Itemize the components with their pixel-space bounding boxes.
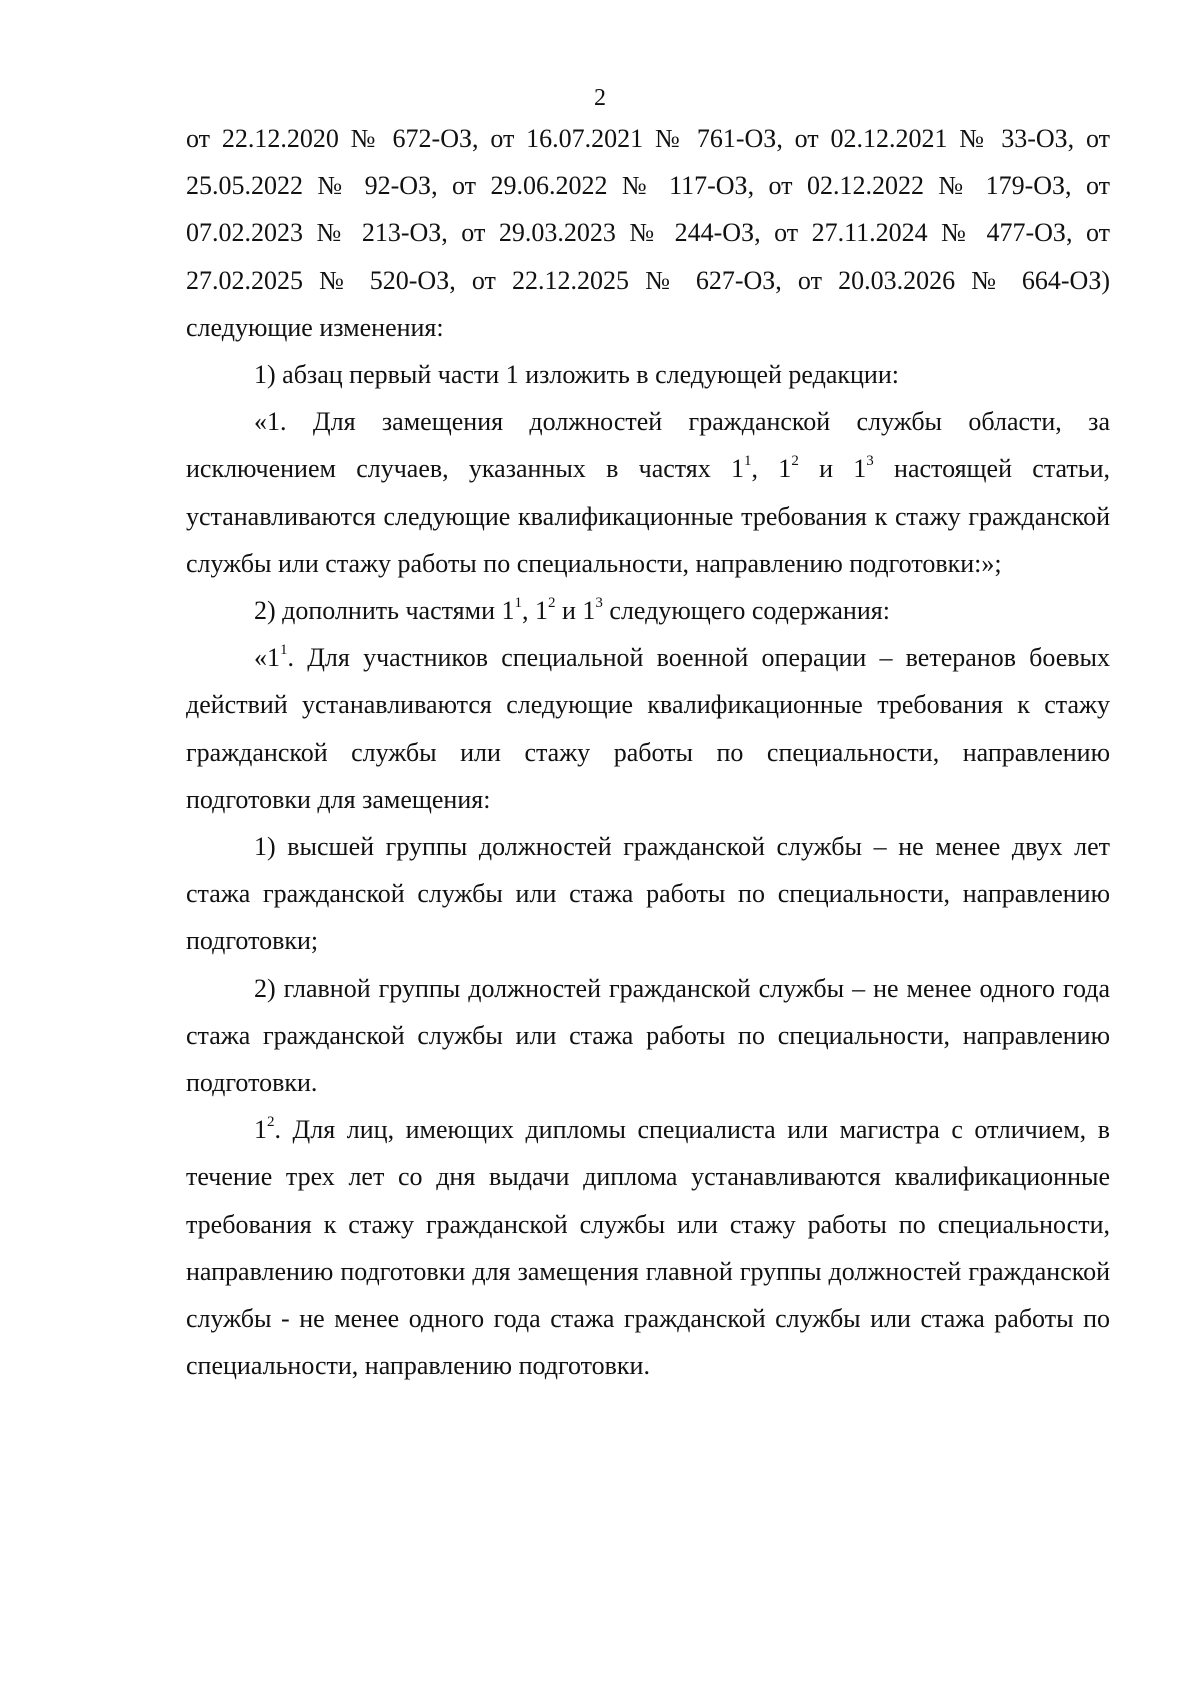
paragraph-part-1-1 xyxy=(186,634,1110,823)
paragraph-text: «1. Для замещения должностей гражданской службы области, за исключением случаев, указанных в частях 1 xyxy=(186,407,1110,484)
paragraph-text: . Для участников специальной военной операции – ветеранов боевых действий устанавливаются следующие квалификационные требования к стажу гражданской службы или стажу работы по специальности, направлению подготовки для замещения: xyxy=(186,643,1110,814)
paragraph-text: 1) абзац первый части 1 изложить в следующей редакции: xyxy=(254,360,899,390)
paragraph-part-1-text xyxy=(186,398,1110,587)
paragraph-text: «1 xyxy=(254,643,280,673)
superscript: 3 xyxy=(866,453,874,470)
paragraph-text: 1) высшей группы должностей гражданской службы – не менее двух лет стажа гражданской службы или стажа работы по специальности, направлению подготовки; xyxy=(186,832,1110,956)
superscript: 1 xyxy=(744,453,752,470)
superscript: 1 xyxy=(280,642,288,659)
paragraph-text: , 1 xyxy=(521,596,548,626)
superscript: 3 xyxy=(595,595,603,612)
paragraph-amendment-list xyxy=(186,115,1110,351)
document-body xyxy=(186,115,1110,1389)
paragraph-text: настоящей статьи, устанавливаются следующие квалификационные требования к стажу гражданской службы или стажу работы по специальности, направлению подготовки:»; xyxy=(186,454,1110,578)
superscript: 2 xyxy=(547,595,556,612)
paragraph-text: 2) главной группы должностей гражданской службы – не менее одного года стажа гражданской службы или стажа работы по специальности, направлению подготовки. xyxy=(186,973,1110,1098)
paragraph-text: от 22.12.2020 № 672-ОЗ, от 16.07.2021 № 761-ОЗ, от 02.12.2021 № 33-ОЗ, от 25.05.2022 № 92-ОЗ, от 29.06.2022 № 117-ОЗ, от 02.12.2022 № 179-ОЗ, от 07.02.2023 № 213-ОЗ, от 29.03.2023 № 244-ОЗ, от 27.11.2024 № 477-ОЗ, от 27.02.2025 № 520-ОЗ, от 22.12.2025 № 627-ОЗ, от 20.03.2026 № 664-ОЗ) следующие изменения: xyxy=(186,124,1110,342)
paragraph-text: , 1 xyxy=(751,454,792,484)
paragraph-text: . Для лиц, имеющих дипломы специалиста или магистра с отличием, в течение трех лет со дня выдачи диплома устанавливаются квалификационные требования к стажу гражданской службы или стажу работы по специальности, направлению подготовки для замещения главной группы должностей гражданской службы - не менее одного года стажа гражданской службы или стажа работы по специальности, направлению подготовки. xyxy=(186,1115,1110,1381)
paragraph-text: 1 xyxy=(254,1115,267,1145)
paragraph-text: и 1 xyxy=(555,596,596,626)
paragraph-text: следующего содержания: xyxy=(602,596,890,626)
superscript: 2 xyxy=(791,453,799,470)
paragraph-subitem-2 xyxy=(186,965,1110,1107)
paragraph-subitem-1 xyxy=(186,823,1110,965)
paragraph-text: 2) дополнить частями 1 xyxy=(254,596,515,626)
paragraph-part-1-2 xyxy=(186,1106,1110,1389)
superscript: 2 xyxy=(267,1114,275,1131)
paragraph-item-1 xyxy=(186,351,1110,398)
paragraph-text: и 1 xyxy=(798,454,867,484)
page-number: 2 xyxy=(594,85,606,111)
paragraph-item-2 xyxy=(186,587,1110,634)
superscript: 1 xyxy=(514,595,522,612)
